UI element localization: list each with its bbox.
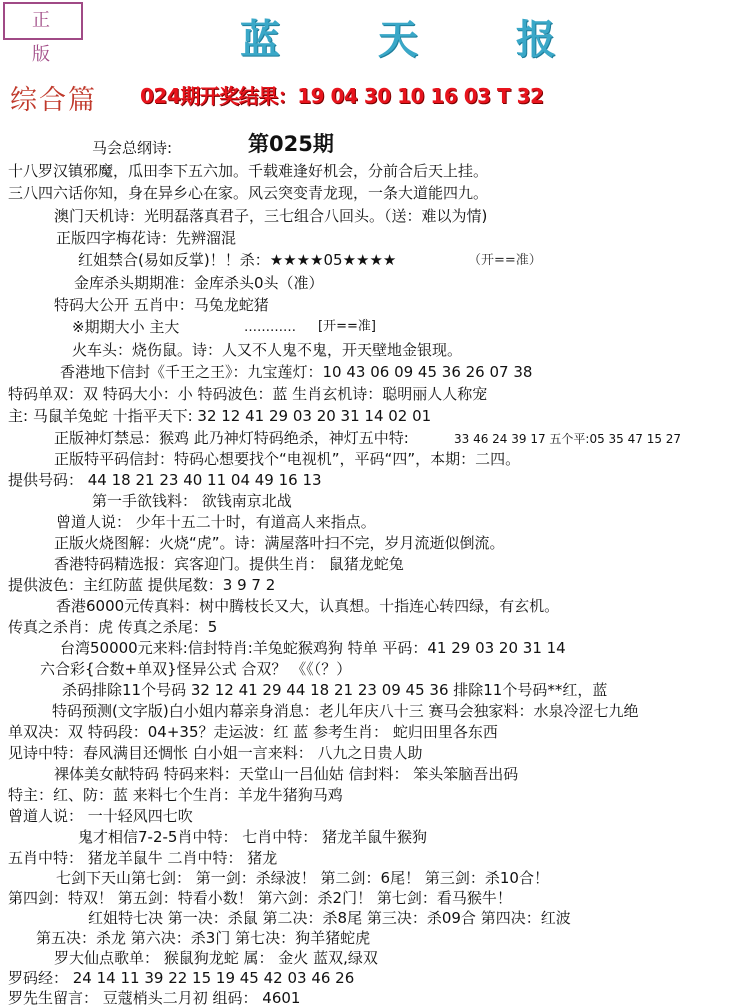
first-hand-line: 第一手欲钱料： 欲钱南京北战 — [92, 492, 292, 510]
macau-poem: 澳门天机诗：光明磊落真君子，三七组合八回头。（送：难以为情) — [54, 207, 488, 225]
swords-continued-line: 第四剑：特双！ 第五剑：特看小数！ 第六剑：杀2门！ 第七剑：看马猴牛！ — [8, 889, 512, 907]
special-public-line: 特码大公开 五肖中：马兔龙蛇猪 — [54, 296, 269, 314]
red-sister-decisions-line: 红姐特七决 第一决：杀鼠 第二决：杀8尾 第三决：杀09合 第四决：红波 — [88, 909, 571, 927]
odd-even-decision-line: 单双决：双 特码段：04+35？走运波：红 蓝 参考生肖： 蛇归田里各东西 — [8, 723, 498, 741]
special-main-line: 特主：红、防：蓝 来料七个生肖：羊龙牛猪狗马鸡 — [8, 786, 343, 804]
red-sister-line: 红姐禁合(易如反掌)！！杀：★★★★05★★★★ — [78, 251, 397, 269]
five-zodiac-line: 五肖中特： 猪龙羊鼠牛 二肖中特： 猪龙 — [8, 849, 278, 867]
hk-envelope-line: 香港地下信封《千王之王》：九宝莲灯：10 43 06 09 45 36 26 07 38 — [60, 363, 533, 381]
formula-line: 六合彩{合数+单双}怪异公式 合双？ 《《（？） — [40, 660, 352, 678]
plum-blossom-poem: 正版四字梅花诗：先辨溜混 — [56, 229, 237, 247]
beauty-line: 裸体美女献特码 特码来料：天堂山一吕仙姑 信封料： 笨头笨脑吾出码 — [54, 765, 519, 783]
poem-line-2: 三八四六话你知，身在异乡心在家。风云突变青龙现，一条大道能四九。 — [8, 184, 489, 202]
main-zodiac-line: 主: 马鼠羊兔蛇 十指平天下: 32 12 41 29 03 20 31 14 02 01 — [8, 407, 432, 425]
authentic-stamp: 正 版 — [3, 2, 83, 40]
flat-code-line: 正版特平码信封：特码心想要找个“电视机”，平码“四”，本期：二四。 — [54, 450, 521, 468]
train-head-line: 火车头：烧伤鼠。诗：人又不人鬼不鬼，开天壁地金银现。 — [72, 341, 463, 359]
lamp-taboo-numbers: 33 46 24 39 17 五个平:05 35 47 15 27 — [454, 432, 682, 446]
mr-zeng-line: 曾道人说： 少年十五二十时，有道高人来指点。 — [56, 513, 376, 531]
mr-zeng-says-line: 曾道人说： 一十轻风四七吹 — [8, 807, 193, 825]
horse-club-poem-label: 马会总纲诗: — [92, 139, 173, 157]
hk-selection-line: 香港特码精选报：宾客迎门。提供生肖： 鼠猪龙蛇兔 — [54, 555, 404, 573]
lamp-taboo-line: 正版神灯禁忌：猴鸡 此乃神灯特码绝杀，神灯五中特: — [54, 429, 409, 447]
newspaper-title: 蓝 天 报 — [240, 16, 598, 63]
prediction-line: 特码预测(文字版)白小姐内幕亲身消息：老儿年庆八十三 赛马会独家料：水泉冷涩七九绝 — [52, 702, 639, 720]
red-sister-note: （开==准） — [468, 253, 542, 268]
size-dots: ………… — [244, 320, 296, 335]
size-line: ※期期大小 主大 — [72, 318, 180, 336]
poem-special-line: 见诗中特：春风满目还惆怅 白小姐一言来料： 八九之日贵人助 — [8, 744, 423, 762]
seven-swords-line: 七剑下天山第七剑： 第一剑：杀绿波！ 第二剑：6尾！ 第三剑：杀10合！ — [56, 869, 549, 887]
size-note: [开==准] — [318, 319, 376, 334]
fax-kill-line: 传真之杀肖：虎 传真之杀尾：5 — [8, 618, 218, 636]
vault-kill-line: 金库杀头期期准：金库杀头0头（准） — [74, 274, 324, 292]
section-label: 综合篇 — [10, 85, 97, 116]
decisions-continued-line: 第五决：杀龙 第六决：杀3门 第七决：狗羊猪蛇虎 — [36, 929, 371, 947]
taiwan-line: 台湾50000元来料:信封特肖:羊兔蛇猴鸡狗 特单 平码：41 29 03 20 31 14 — [60, 639, 566, 657]
hk-fax-line: 香港6000元传真料：树中腾枝长又大，认真想。十指连心转四绿，有玄机。 — [56, 597, 560, 615]
wave-color-line: 提供波色：主红防蓝 提供尾数：3 9 7 2 — [8, 576, 276, 594]
draw-result: 024期开奖结果：19 04 30 10 16 03 T 32 — [140, 84, 544, 108]
issue-number: 第025期 — [248, 132, 334, 156]
provided-numbers: 提供号码： 44 18 21 23 40 11 04 49 16 13 — [8, 471, 322, 489]
exclude-numbers-line: 杀码排除11个号码 32 12 41 29 44 18 21 23 09 45 36 排除11个号码**红，蓝 — [62, 681, 608, 699]
luo-code-line: 罗码经： 24 14 11 39 22 15 19 45 42 03 46 26 — [8, 969, 355, 987]
luo-song-line: 罗大仙点歌单： 猴鼠狗龙蛇 属： 金火 蓝双,绿双 — [54, 949, 378, 967]
fire-chart-line: 正版火烧图解：火烧“虎”。诗：满屋落叶扫不完，岁月流逝似倒流。 — [54, 534, 505, 552]
odd-even-line: 特码单双：双 特码大小：小 特码波色：蓝 生肖玄机诗：聪明丽人人称宠 — [8, 385, 488, 403]
ghost-talent-line: 鬼才相信7-2-5肖中特： 七肖中特： 猪龙羊鼠牛猴狗 — [78, 828, 427, 846]
luo-message-line: 罗先生留言： 豆蔻梢头二月初 组码： 4601 — [8, 989, 301, 1007]
poem-line-1: 十八罗汉镇邪魔，瓜田李下五六加。千载难逢好机会，分前合后天上挂。 — [8, 162, 489, 180]
